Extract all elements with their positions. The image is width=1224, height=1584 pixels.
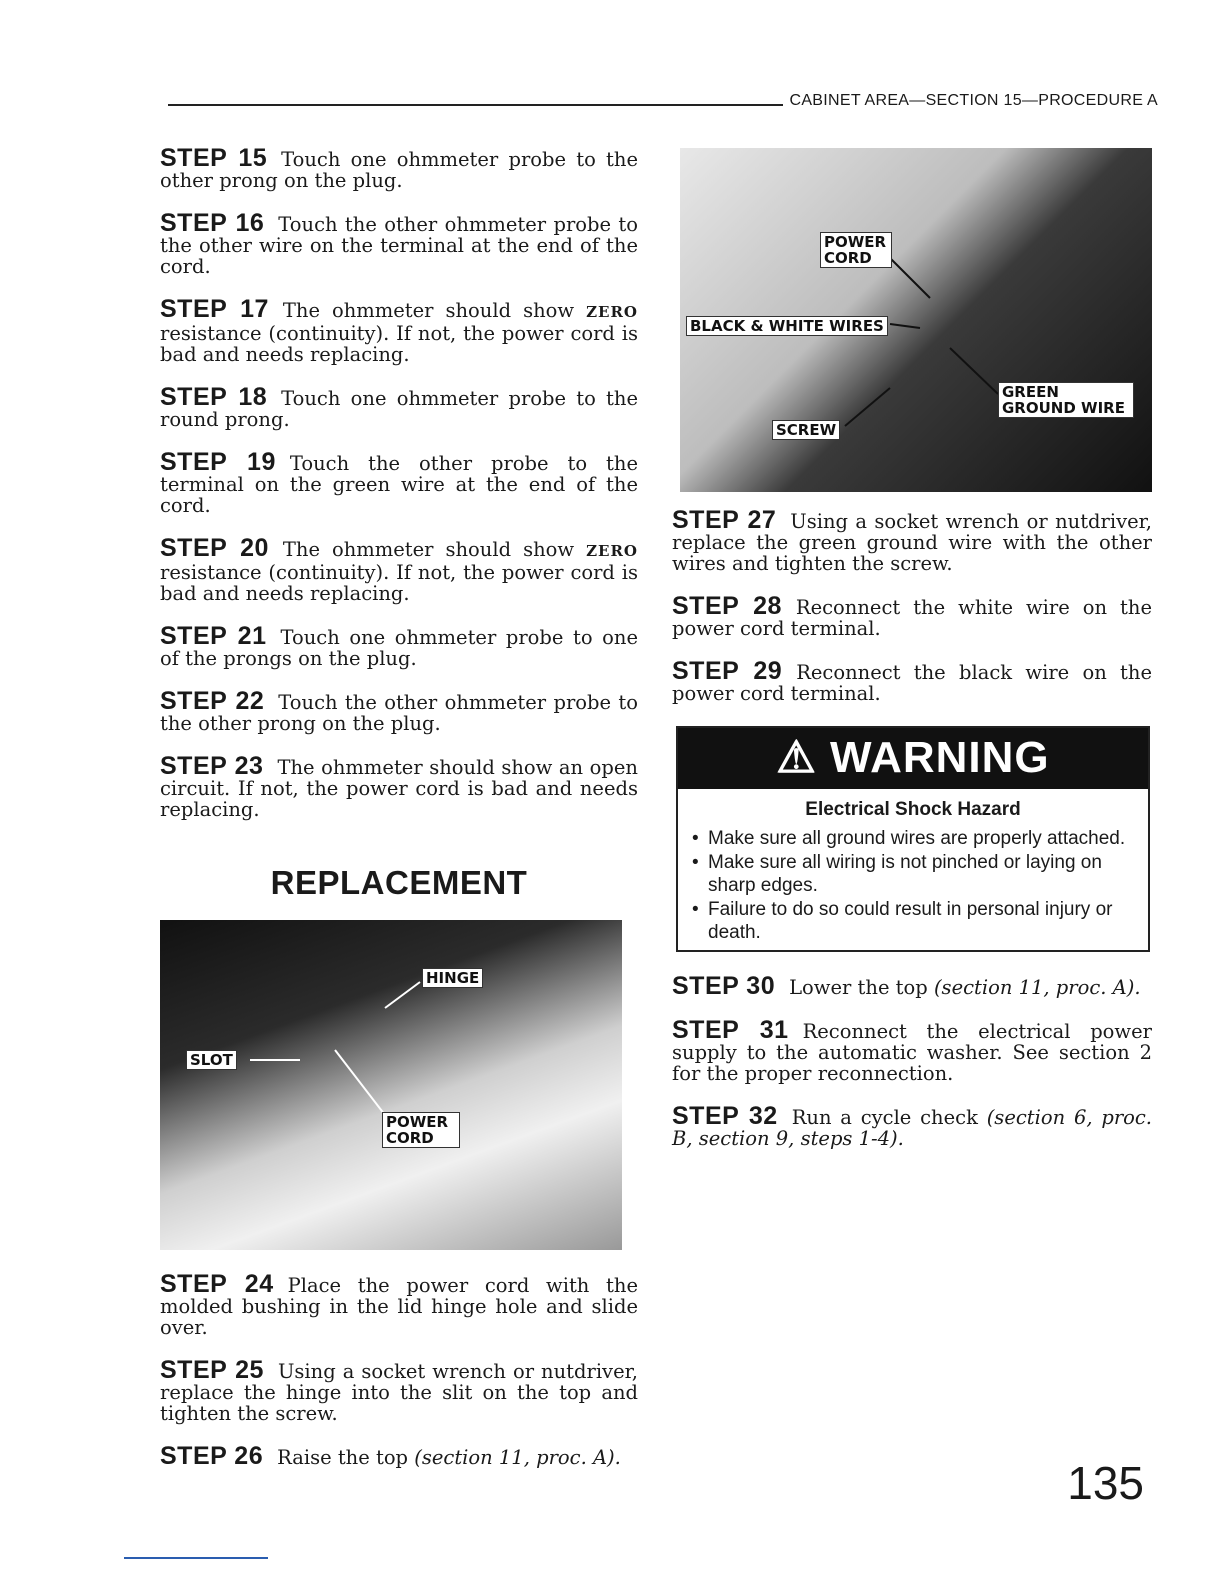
step-text: Run a cycle check xyxy=(791,1106,978,1129)
step-label: STEP 21 xyxy=(160,622,267,650)
step-28 xyxy=(672,592,1152,640)
step-label: STEP 28 xyxy=(672,592,782,620)
page-number: 135 xyxy=(1067,1457,1144,1509)
step-text: resistance (continuity). If not, the power cord is bad and needs replacing. xyxy=(160,322,638,366)
step-label: STEP 27 xyxy=(672,506,777,534)
step-text: Touch one ohmmeter probe to one of the prongs on the plug. xyxy=(160,626,638,670)
step-text: Reconnect the white wire on the power cord terminal. xyxy=(672,596,1152,640)
step-text: Touch the other ohmmeter probe to the other wire on the terminal at the end of the cord. xyxy=(160,213,638,278)
step-text: resistance (continuity). If not, the power cord is bad and needs replacing. xyxy=(160,561,638,605)
step-21 xyxy=(160,622,638,670)
step-17 xyxy=(160,295,638,366)
step-text: Using a socket wrench or nutdriver, replace the green ground wire with the other wires and tighten the screw. xyxy=(672,510,1153,575)
right-column xyxy=(672,148,1152,1171)
step-32 xyxy=(672,1102,1152,1150)
step-29 xyxy=(672,657,1152,705)
step-label: STEP 30 xyxy=(672,972,776,1000)
step-18 xyxy=(160,383,638,431)
step-text: Reconnect the electrical power supply to the automatic washer. See section 2 for the proper reconnection. xyxy=(672,1020,1152,1085)
step-27 xyxy=(672,506,1153,575)
step-reference: (section 11, proc. A). xyxy=(414,1446,621,1469)
step-23 xyxy=(160,752,638,821)
step-text: Using a socket wrench or nutdriver, replace the hinge into the slit on the top and tighten the screw. xyxy=(160,1360,638,1425)
step-label: STEP 22 xyxy=(160,687,265,715)
step-26 xyxy=(160,1442,638,1470)
step-text: Place the power cord with the molded bushing in the lid hinge hole and slide over. xyxy=(160,1274,638,1339)
step-label: STEP 16 xyxy=(160,209,265,237)
screw-callout: SCREW xyxy=(772,420,840,440)
footer-line xyxy=(124,1557,268,1559)
step-label: STEP 24 xyxy=(160,1270,274,1298)
step-15 xyxy=(160,144,638,192)
warning-list xyxy=(678,827,1148,944)
step-19 xyxy=(160,448,638,517)
hinge-photo-arrows xyxy=(160,920,622,1250)
step-label: STEP 20 xyxy=(160,534,269,562)
step-text: Touch the other ohmmeter probe to the other prong on the plug. xyxy=(160,691,638,735)
step-reference: (section 11, proc. A). xyxy=(933,976,1141,999)
step-text: Touch one ohmmeter probe to the other prong on the plug. xyxy=(160,148,638,192)
step-20 xyxy=(160,534,638,605)
warning-subtitle: Electrical Shock Hazard xyxy=(805,799,1021,820)
step-text: Reconnect the black wire on the power cord terminal. xyxy=(672,661,1152,705)
step-text: The ohmmeter should show xyxy=(282,299,575,322)
step-label: STEP 15 xyxy=(160,144,268,172)
step-31 xyxy=(672,1016,1152,1085)
step-text: Touch the other probe to the terminal on the green wire at the end of the cord. xyxy=(160,452,638,517)
power-cord-callout: POWER CORD xyxy=(820,232,892,268)
step-label: STEP 18 xyxy=(160,383,268,411)
step-label: STEP 32 xyxy=(672,1102,778,1130)
step-24 xyxy=(160,1270,638,1339)
left-column xyxy=(160,144,638,1490)
step-text: The ohmmeter should show xyxy=(282,538,575,561)
step-25 xyxy=(160,1356,638,1425)
section-title: REPLACEMENT xyxy=(270,864,528,901)
step-16 xyxy=(160,209,638,278)
step-label: STEP 19 xyxy=(160,448,276,476)
step-text: Lower the top xyxy=(789,976,928,999)
warning-box xyxy=(676,726,1150,952)
step-22 xyxy=(160,687,638,735)
power-cord-callout: POWER CORD xyxy=(382,1112,460,1148)
step-label: STEP 17 xyxy=(160,295,269,323)
step-label: STEP 29 xyxy=(672,657,783,685)
wires-callout: BLACK & WHITE WIRES xyxy=(686,316,888,336)
green-ground-callout: GREEN GROUND WIRE xyxy=(998,382,1134,418)
warning-item: • Make sure all ground wires are properly attached. xyxy=(690,827,1136,850)
slot-callout: SLOT xyxy=(186,1050,237,1070)
step-label: STEP 25 xyxy=(160,1356,264,1384)
step-label: STEP 26 xyxy=(160,1442,264,1470)
warning-title: ⚠ WARNING xyxy=(678,728,1148,789)
step-30 xyxy=(672,972,1152,1000)
step-text: Raise the top xyxy=(277,1446,409,1469)
wiring-photo xyxy=(680,148,1152,492)
step-emphasis: ZERO xyxy=(586,303,638,321)
step-label: STEP 31 xyxy=(672,1016,789,1044)
step-label: STEP 23 xyxy=(160,752,264,780)
warning-item: • Failure to do so could result in personal injury or death. xyxy=(690,898,1136,944)
step-emphasis: ZERO xyxy=(586,542,638,560)
hinge-callout: HINGE xyxy=(422,968,483,988)
step-text: Touch one ohmmeter probe to the round prong. xyxy=(160,387,638,431)
warning-item: • Make sure all wiring is not pinched or laying on sharp edges. xyxy=(690,851,1136,897)
hinge-photo xyxy=(160,920,622,1250)
step-text: The ohmmeter should show an open circuit. If not, the power cord is bad and needs replacing. xyxy=(160,756,638,821)
running-header: CABINET AREA—SECTION 15—PROCEDURE A xyxy=(783,92,1158,110)
step-reference: (section 6, proc. B, section 9, steps 1-4). xyxy=(672,1106,1152,1150)
